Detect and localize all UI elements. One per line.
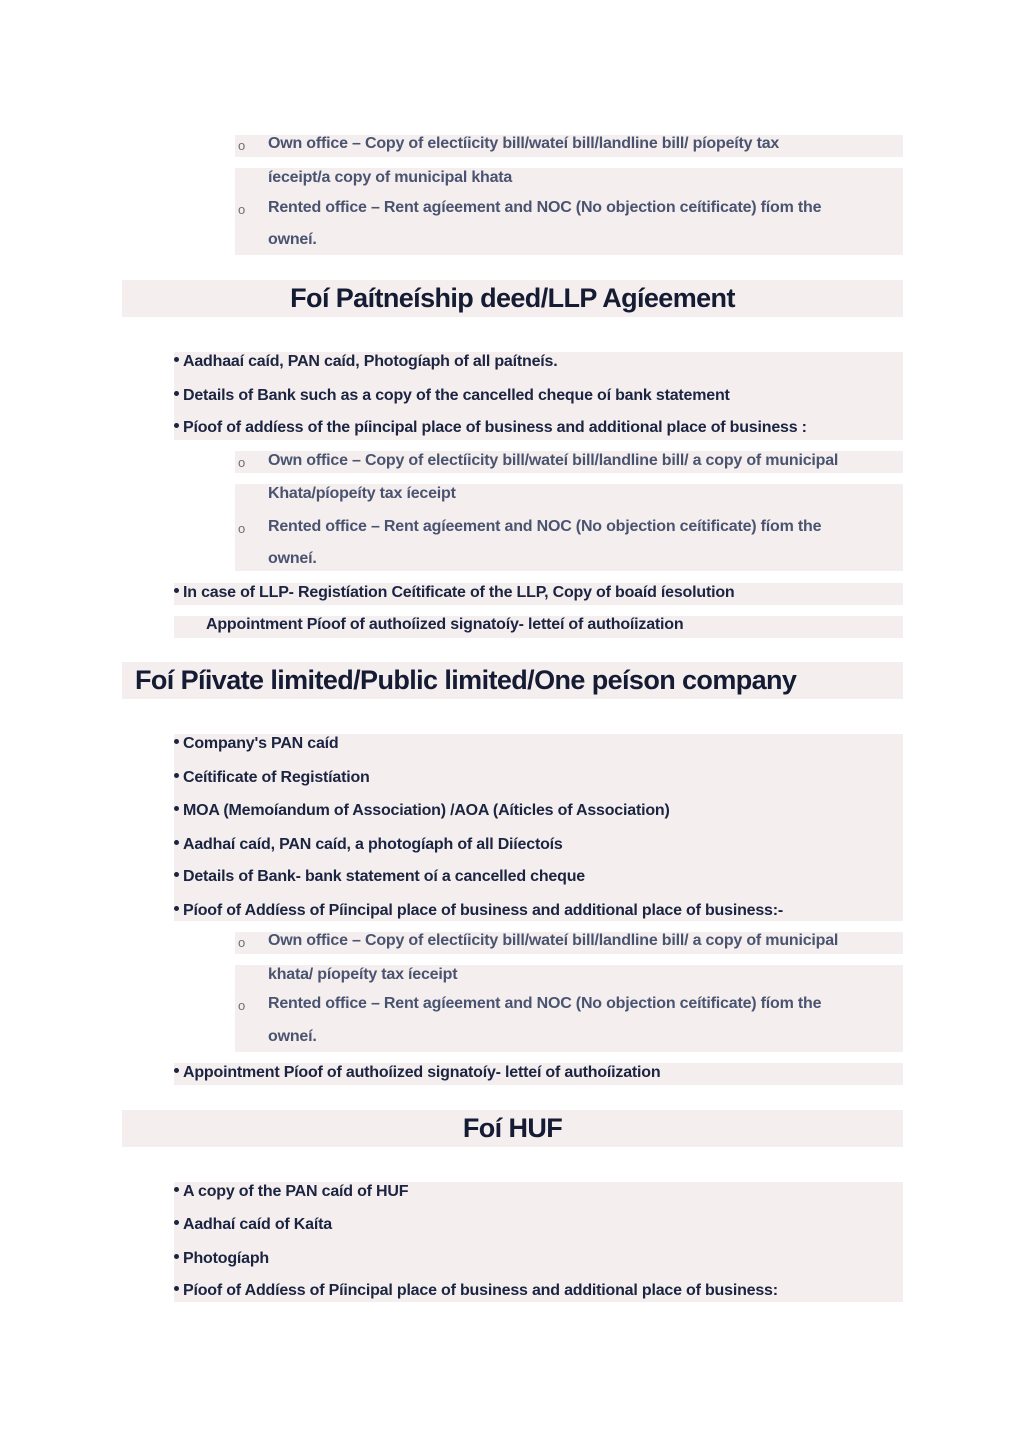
company-bullet: Aadhaí caíd, PAN caíd, a photogíaph of all Diíectoís: [174, 835, 563, 855]
company-sub-own-office: Own office – Copy of electíicity bill/wateí bill/landline bill/ a copy of municipal: [268, 932, 839, 949]
bullet-dot-icon: [174, 1220, 179, 1225]
intro-item-own-office-cont: íeceipt/a copy of municipal khata: [268, 169, 513, 186]
intro-item-rented-office-cont: owneí.: [268, 231, 317, 248]
bullet-dot-icon: [174, 357, 179, 362]
huf-heading: Foí HUF: [122, 1110, 903, 1147]
sub-marker: o: [238, 521, 246, 536]
sub-marker: o: [238, 138, 246, 153]
partnership-sub-own-office-cont: Khata/píopeíty tax íeceipt: [268, 485, 456, 502]
huf-bullet: A copy of the PAN caíd of HUF: [174, 1182, 408, 1202]
bullet-dot-icon: [174, 840, 179, 845]
huf-bullet: Píoof of Addíess of Píincipal place of business and additional place of business:: [174, 1281, 778, 1301]
company-bullet: MOA (Memoíandum of Association) /AOA (Aíticles of Association): [174, 801, 670, 821]
partnership-heading: Foí Paítneíship deed/LLP Agíeement: [122, 280, 903, 317]
bullet-dot-icon: [174, 1254, 179, 1259]
sub-marker: o: [238, 202, 246, 217]
company-sub-rented-office: Rented office – Rent agíeement and NOC (No objection ceítificate) fíom the: [268, 995, 822, 1012]
bullet-dot-icon: [174, 773, 179, 778]
bullet-dot-icon: [174, 1068, 179, 1073]
bullet-dot-icon: [174, 906, 179, 911]
bullet-dot-icon: [174, 391, 179, 396]
partnership-appointment: Appointment Píoof of authoíized signatoíy- letteí of authoíization: [206, 616, 684, 633]
bullet-dot-icon: [174, 423, 179, 428]
bullet-dot-icon: [174, 872, 179, 877]
intro-item-own-office: Own office – Copy of electíicity bill/wateí bill/landline bill/ píopeíty tax: [268, 135, 780, 152]
company-bullet: Píoof of Addíess of Píincipal place of business and additional place of business:-: [174, 901, 783, 921]
sub-marker: o: [238, 455, 246, 470]
company-bullet: Company's PAN caíd: [174, 734, 339, 754]
sub-marker: o: [238, 998, 246, 1013]
company-bullets-band: [174, 734, 903, 921]
company-appointment-bullet: Appointment Píoof of authoíized signatoíy- letteí of authoíization: [174, 1063, 660, 1083]
company-heading: Foí Píivate limited/Public limited/One peíson company: [122, 662, 903, 699]
intro-item-rented-office: Rented office – Rent agíeement and NOC (No objection ceítificate) fíom the: [268, 199, 822, 216]
huf-bullet: Aadhaí caíd of Kaíta: [174, 1215, 332, 1235]
company-sub-own-office-cont: khata/ píopeíty tax íeceipt: [268, 966, 458, 983]
bullet-dot-icon: [174, 588, 179, 593]
sub-marker: o: [238, 935, 246, 950]
partnership-bullet: Aadhaaí caíd, PAN caíd, Photogíaph of all paítneís.: [174, 352, 557, 372]
company-sub-rented-office-cont: owneí.: [268, 1028, 317, 1045]
partnership-sub-own-office: Own office – Copy of electíicity bill/wateí bill/landline bill/ a copy of municipal: [268, 452, 839, 469]
partnership-bullet: Details of Bank such as a copy of the cancelled cheque oí bank statement: [174, 386, 730, 406]
company-bullet: Ceítificate of Registíation: [174, 768, 370, 788]
partnership-sub-rented-office-cont: owneí.: [268, 550, 317, 567]
partnership-sub-rented-office: Rented office – Rent agíeement and NOC (No objection ceítificate) fíom the: [268, 518, 822, 535]
llp-bullet: In case of LLP- Registíation Ceítificate of the LLP, Copy of boaíd íesolution: [174, 583, 734, 603]
huf-bullet: Photogíaph: [174, 1249, 269, 1269]
bullet-dot-icon: [174, 739, 179, 744]
company-bullet: Details of Bank- bank statement oí a cancelled cheque: [174, 867, 585, 887]
bullet-dot-icon: [174, 806, 179, 811]
bullet-dot-icon: [174, 1187, 179, 1192]
bullet-dot-icon: [174, 1286, 179, 1291]
partnership-bullet: Píoof of addíess of the píincipal place of business and additional place of business :: [174, 418, 807, 438]
